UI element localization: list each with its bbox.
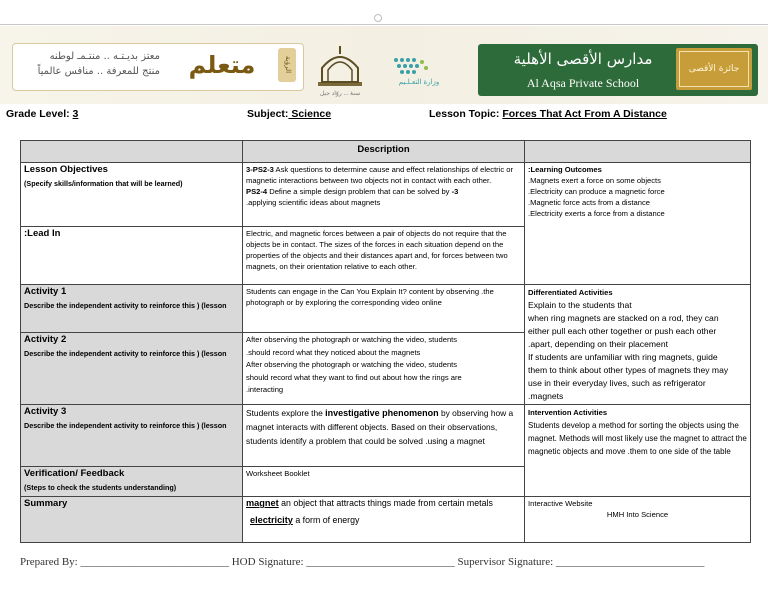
ministry-name: وزارة التعـلـيم: [398, 79, 440, 86]
intervention-cell: [525, 405, 751, 497]
activity2-line: After observing the photograph or watching the video, students: [246, 360, 458, 369]
summary-label-cell: [21, 497, 243, 543]
grade-label: Grade Level:: [6, 108, 70, 120]
verification-title: Verification/ Feedback: [24, 468, 125, 479]
subject-value: Science: [288, 108, 332, 120]
activity1-text: Students can engage in the Can You Explain It? content by observing .the photograph or by exploring the corresponding video online: [243, 285, 525, 333]
activity2-label-cell: [21, 333, 243, 405]
differentiated-cell: [525, 285, 751, 405]
lesson-topic: [429, 108, 667, 120]
prepared-by: Prepared By: ___________________________: [20, 556, 229, 568]
vision-badge: الرؤية: [278, 48, 296, 82]
activity1-title: Activity 1: [24, 286, 67, 297]
activity2-line: After observing the photograph or watching the video, students: [246, 335, 458, 344]
differentiated-line: them to think about other types of magnets they may: [528, 365, 729, 375]
intervention-title: Intervention Activities: [528, 408, 608, 417]
slogan-line-1: معتز بديـتـه .. منتـمـ لوطنه: [49, 51, 160, 62]
differentiated-line: use in their everyday lives, such as refrigerator: [528, 378, 706, 388]
lesson-plan-table: [20, 140, 751, 543]
objectives-title: Lesson Objectives: [24, 164, 108, 175]
description-header: Description: [243, 141, 525, 163]
summary-def-magnet: an object that attracts things made from certain metals: [278, 498, 493, 508]
summary-row: [21, 497, 751, 543]
emblem-caption: سنهٔ ... روّاد جيل: [319, 91, 361, 97]
activity2-line: should record what they want to find out about how the rings are: [246, 372, 462, 382]
differentiated-line: either pull each other together or push each other: [528, 326, 717, 336]
outcomes-title: :Learning Outcomes: [528, 165, 602, 174]
page-top-rule: [0, 24, 768, 25]
objective-code-1: 3-PS2-3: [246, 165, 274, 174]
subject-label: Subject:: [247, 108, 289, 120]
learning-outcomes-cell: [525, 163, 751, 285]
activity2-text-cell: [243, 333, 525, 405]
outcome-item: .Electricity exerts a force from a distance: [528, 209, 665, 218]
activity3-row: [21, 405, 751, 467]
differentiated-line: .apart, depending on their placement: [528, 339, 668, 349]
topic-label: Lesson Topic:: [429, 108, 500, 120]
school-emblem-text: جائزة الأقصى: [679, 51, 749, 87]
school-name-english: Al Aqsa Private School: [526, 76, 640, 90]
header-blank-cell-right: [525, 141, 751, 163]
activity3-title: Activity 3: [24, 406, 67, 417]
objective-code-2: PS2-4: [246, 187, 268, 196]
objective-text-2a: Define a simple design problem that can be solved by: [267, 187, 452, 196]
outcome-item: .Magnetic force acts from a distance: [528, 198, 650, 207]
differentiated-title: Differentiated Activities: [528, 288, 613, 297]
summary-title: Summary: [24, 498, 68, 509]
summary-term-magnet: magnet: [246, 498, 279, 508]
leadin-text: Electric, and magnetic forces between a pair of objects do not require that the objects be in contact. The sizes of the forces in each situation depend on the properties of the objects and their distances apart and, for forces between two magnets, on their orientation relative to each other.: [243, 227, 525, 285]
verification-subtitle: (Steps to check the students understanding): [24, 483, 177, 492]
supervisor-signature: Supervisor Signature: ___________________________: [457, 556, 705, 568]
verification-text: Worksheet Booklet: [243, 467, 525, 497]
summary-term-electricity: electricity: [250, 515, 293, 525]
activity3-label-cell: [21, 405, 243, 467]
ministry-logo-icon: [386, 52, 448, 92]
outcome-item: .Electricity can produce a magnetic force: [528, 187, 665, 196]
verification-label-cell: [21, 467, 243, 497]
resource-hmh: HMH Into Science: [606, 510, 669, 519]
objectives-row: [21, 163, 751, 227]
differentiated-line: when ring magnets are stacked on a rod, they can: [528, 313, 719, 323]
school-emblem-icon: [676, 48, 752, 90]
activity2-line: .interacting: [246, 385, 284, 394]
objectives-subtitle: (Specify skills/information that will be learned): [24, 179, 183, 188]
hod-signature: HOD Signature: ___________________________: [231, 556, 455, 568]
summary-text-cell: [243, 497, 525, 543]
activity1-row: [21, 285, 751, 333]
page-mark: [374, 14, 382, 22]
objectives-text-cell: [243, 163, 525, 227]
header-blank-cell: [21, 141, 243, 163]
activity1-subtitle: Describe the independent activity to reinforce this ) (lesson: [24, 301, 227, 310]
leadin-label-cell: [21, 227, 243, 285]
topic-value: Forces That Act From A Distance: [502, 108, 667, 120]
objectives-label-cell: [21, 163, 243, 227]
mutaallim-brand: متعلم: [188, 51, 256, 79]
summary-resources-cell: [525, 497, 751, 543]
intervention-text: Students develop a method for sorting the objects using the magnet. Methods will most likely use the magnet to attract the magnetic objects and move .them to one side of the table: [528, 421, 747, 456]
activity3-text-cell: [243, 405, 525, 467]
outcome-item: .Magnets exert a force on some objects: [528, 176, 661, 185]
grade-level: [6, 108, 78, 120]
differentiated-line: .magnets: [528, 391, 564, 401]
activity2-subtitle: Describe the independent activity to reinforce this ) (lesson: [24, 349, 227, 358]
differentiated-line: If students are unfamiliar with ring magnets, guide: [528, 352, 718, 362]
aqsa-dome-emblem-icon: [312, 42, 368, 92]
summary-def-electricity: a form of energy: [292, 515, 360, 525]
objective-text-2b: .applying scientific ideas about magnets: [246, 198, 381, 207]
activity3-subtitle: Describe the independent activity to reinforce this ) (lesson: [24, 421, 227, 430]
activity2-title: Activity 2: [24, 334, 67, 345]
grade-value: 3: [72, 108, 79, 120]
activity3-text-a: Students explore the: [246, 408, 326, 418]
slogan-line-2: منتج للمعرفة .. منافس عالمياً: [37, 66, 160, 77]
leadin-title: :Lead In: [24, 228, 61, 239]
subject: [247, 108, 331, 120]
signature-footer: [20, 556, 756, 568]
activity3-text-b: by observing how a magnet interacts with different objects. Based on their observations, students identify a problem that could be solved .using a magnet: [246, 408, 514, 446]
activity2-line: .should record what they noticed about the magnets: [246, 347, 421, 357]
objective-code-3: -3: [451, 187, 459, 196]
resource-website: Interactive Website: [528, 499, 593, 508]
activity1-label-cell: [21, 285, 243, 333]
table-header-row: [21, 141, 751, 163]
objective-text-1: Ask questions to determine cause and effect relationships of electric or magnetic interactions between two objects not in contact with each other.: [246, 165, 514, 185]
school-name-arabic: مدارس الأقصى الأهلية: [513, 50, 653, 68]
differentiated-line: Explain to the students that: [528, 300, 632, 310]
activity3-phenomenon: investigative phenomenon: [325, 408, 439, 418]
